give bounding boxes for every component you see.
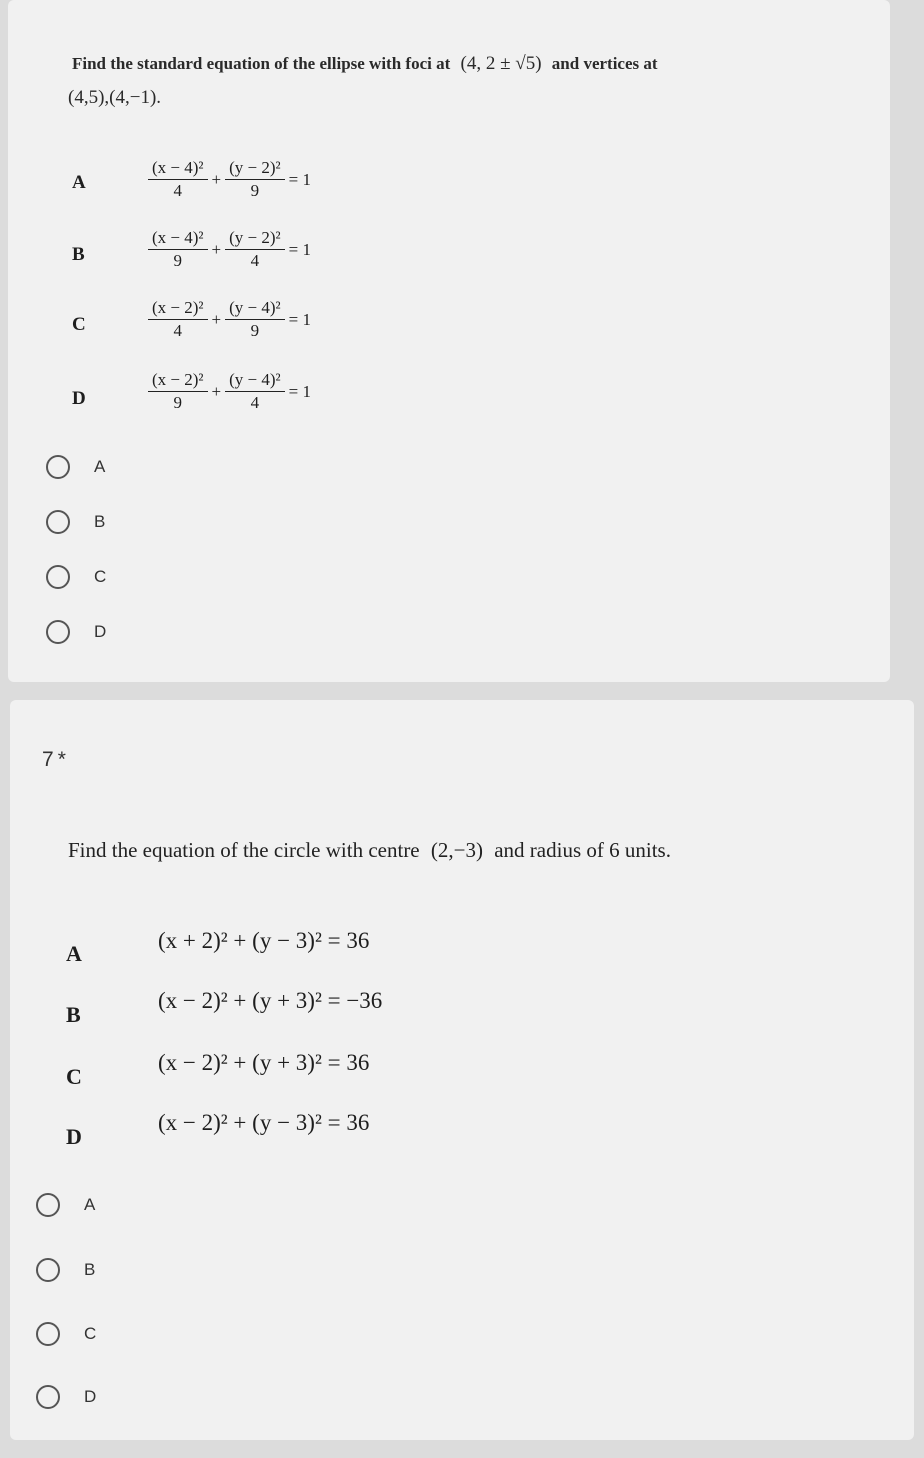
radio-button-d[interactable] [46,620,70,644]
option-a-den2: 9 [250,181,260,200]
q7-option-letter-a: A [66,941,82,966]
question-6-foci: (4, 2 ± √5) [460,53,542,74]
question-7-stem-end: and radius of 6 units. [494,838,671,862]
question-7-stem [68,838,671,863]
option-b-den1: 9 [173,251,182,270]
choice-label-a: A [94,457,106,476]
option-d-den2: 4 [250,393,260,412]
q7-radio-button-d[interactable] [36,1385,60,1409]
question-6-stem-mid: and vertices at [551,54,658,73]
option-d-num1: (x − 2)² [148,370,208,392]
option-b-num1: (x − 4)² [148,228,208,250]
q7-option-equation-a: (x + 2)² + (y − 3)² = 36 [158,928,370,953]
option-equation-b: $\frac{\text{(x − 4)²}}{9}$ + $\frac{\text{(y − 2)²}}{4}$ = 1 [144,228,311,271]
q7-option-letter-c: C [66,1064,82,1089]
option-d-den1: 9 [173,393,182,412]
question-7-stem-text: Find the equation of the circle with centre [68,838,420,862]
q7-choice-label-b: B [84,1260,96,1279]
option-equation-c: $\frac{\text{(x − 2)²}}{4}$ + $\frac{\text{(y − 4)²}}{9}$ = 1 [144,298,311,341]
q7-choice-row-d[interactable] [36,1385,96,1409]
q7-option-equation-b: (x − 2)² + (y + 3)² = −36 [158,988,383,1013]
option-equation-d: $\frac{\text{(x − 2)²}}{9}$ + $\frac{\text{(y − 4)²}}{4}$ = 1 [144,370,311,413]
option-c-den1: 4 [173,321,182,340]
q7-choice-row-c[interactable] [36,1322,96,1346]
question-6-stem [72,50,658,79]
q7-option-equation-d: (x − 2)² + (y − 3)² = 36 [158,1110,370,1135]
option-c-num2: (y − 4)² [225,298,285,320]
choice-label-d: D [94,622,107,641]
option-d-num2: (y − 4)² [225,370,285,392]
choice-label-c: C [94,567,107,586]
option-letter-a: A [72,172,86,193]
choice-row-c[interactable] [46,565,106,589]
choice-row-b[interactable] [46,510,105,534]
option-a-num2: (y − 2)² [225,158,285,180]
option-a-rhs: = 1 [288,169,311,189]
q7-option-letter-b: B [66,1002,81,1027]
radio-button-b[interactable] [46,510,70,534]
question-6-vertices: (4,5),(4,−1). [68,87,162,108]
option-c-num1: (x − 2)² [148,298,208,320]
option-equation-a: $\frac{\text{(x − 4)²}}{4}$ + $\frac{\text{(y − 2)²}}{9}$ = 1 [144,158,311,201]
q7-choice-label-c: C [84,1324,97,1343]
q7-radio-button-a[interactable] [36,1193,60,1217]
required-asterisk: * [57,748,66,771]
option-letter-d: D [72,388,86,409]
option-letter-c: C [72,314,86,335]
option-b-den2: 4 [250,251,260,270]
q7-choice-label-d: D [84,1387,97,1406]
q7-choice-row-b[interactable] [36,1258,95,1282]
option-c-den2: 9 [250,321,260,340]
option-d-rhs: = 1 [288,381,311,401]
question-6-stem-text: Find the standard equation of the ellipse with foci at [72,54,451,73]
q7-option-letter-d: D [66,1124,82,1149]
q7-radio-button-c[interactable] [36,1322,60,1346]
q7-option-equation-c: (x − 2)² + (y + 3)² = 36 [158,1050,370,1075]
option-a-num1: (x − 4)² [148,158,208,180]
question-7-number-text: 7 [42,748,54,771]
choice-row-a[interactable] [46,455,105,479]
radio-button-c[interactable] [46,565,70,589]
option-b-rhs: = 1 [288,239,311,259]
option-letter-b: B [72,244,85,265]
option-a-den1: 4 [173,181,182,200]
q7-choice-row-a[interactable] [36,1193,95,1217]
question-7-number [42,748,66,772]
choice-row-d[interactable] [46,620,106,644]
choice-label-b: B [94,512,106,531]
question-card-7 [10,700,914,1440]
option-c-rhs: = 1 [288,309,311,329]
q7-radio-button-b[interactable] [36,1258,60,1282]
question-7-centre: (2,−3) [430,838,483,862]
q7-choice-label-a: A [84,1195,96,1214]
option-b-num2: (y − 2)² [225,228,285,250]
radio-button-a[interactable] [46,455,70,479]
